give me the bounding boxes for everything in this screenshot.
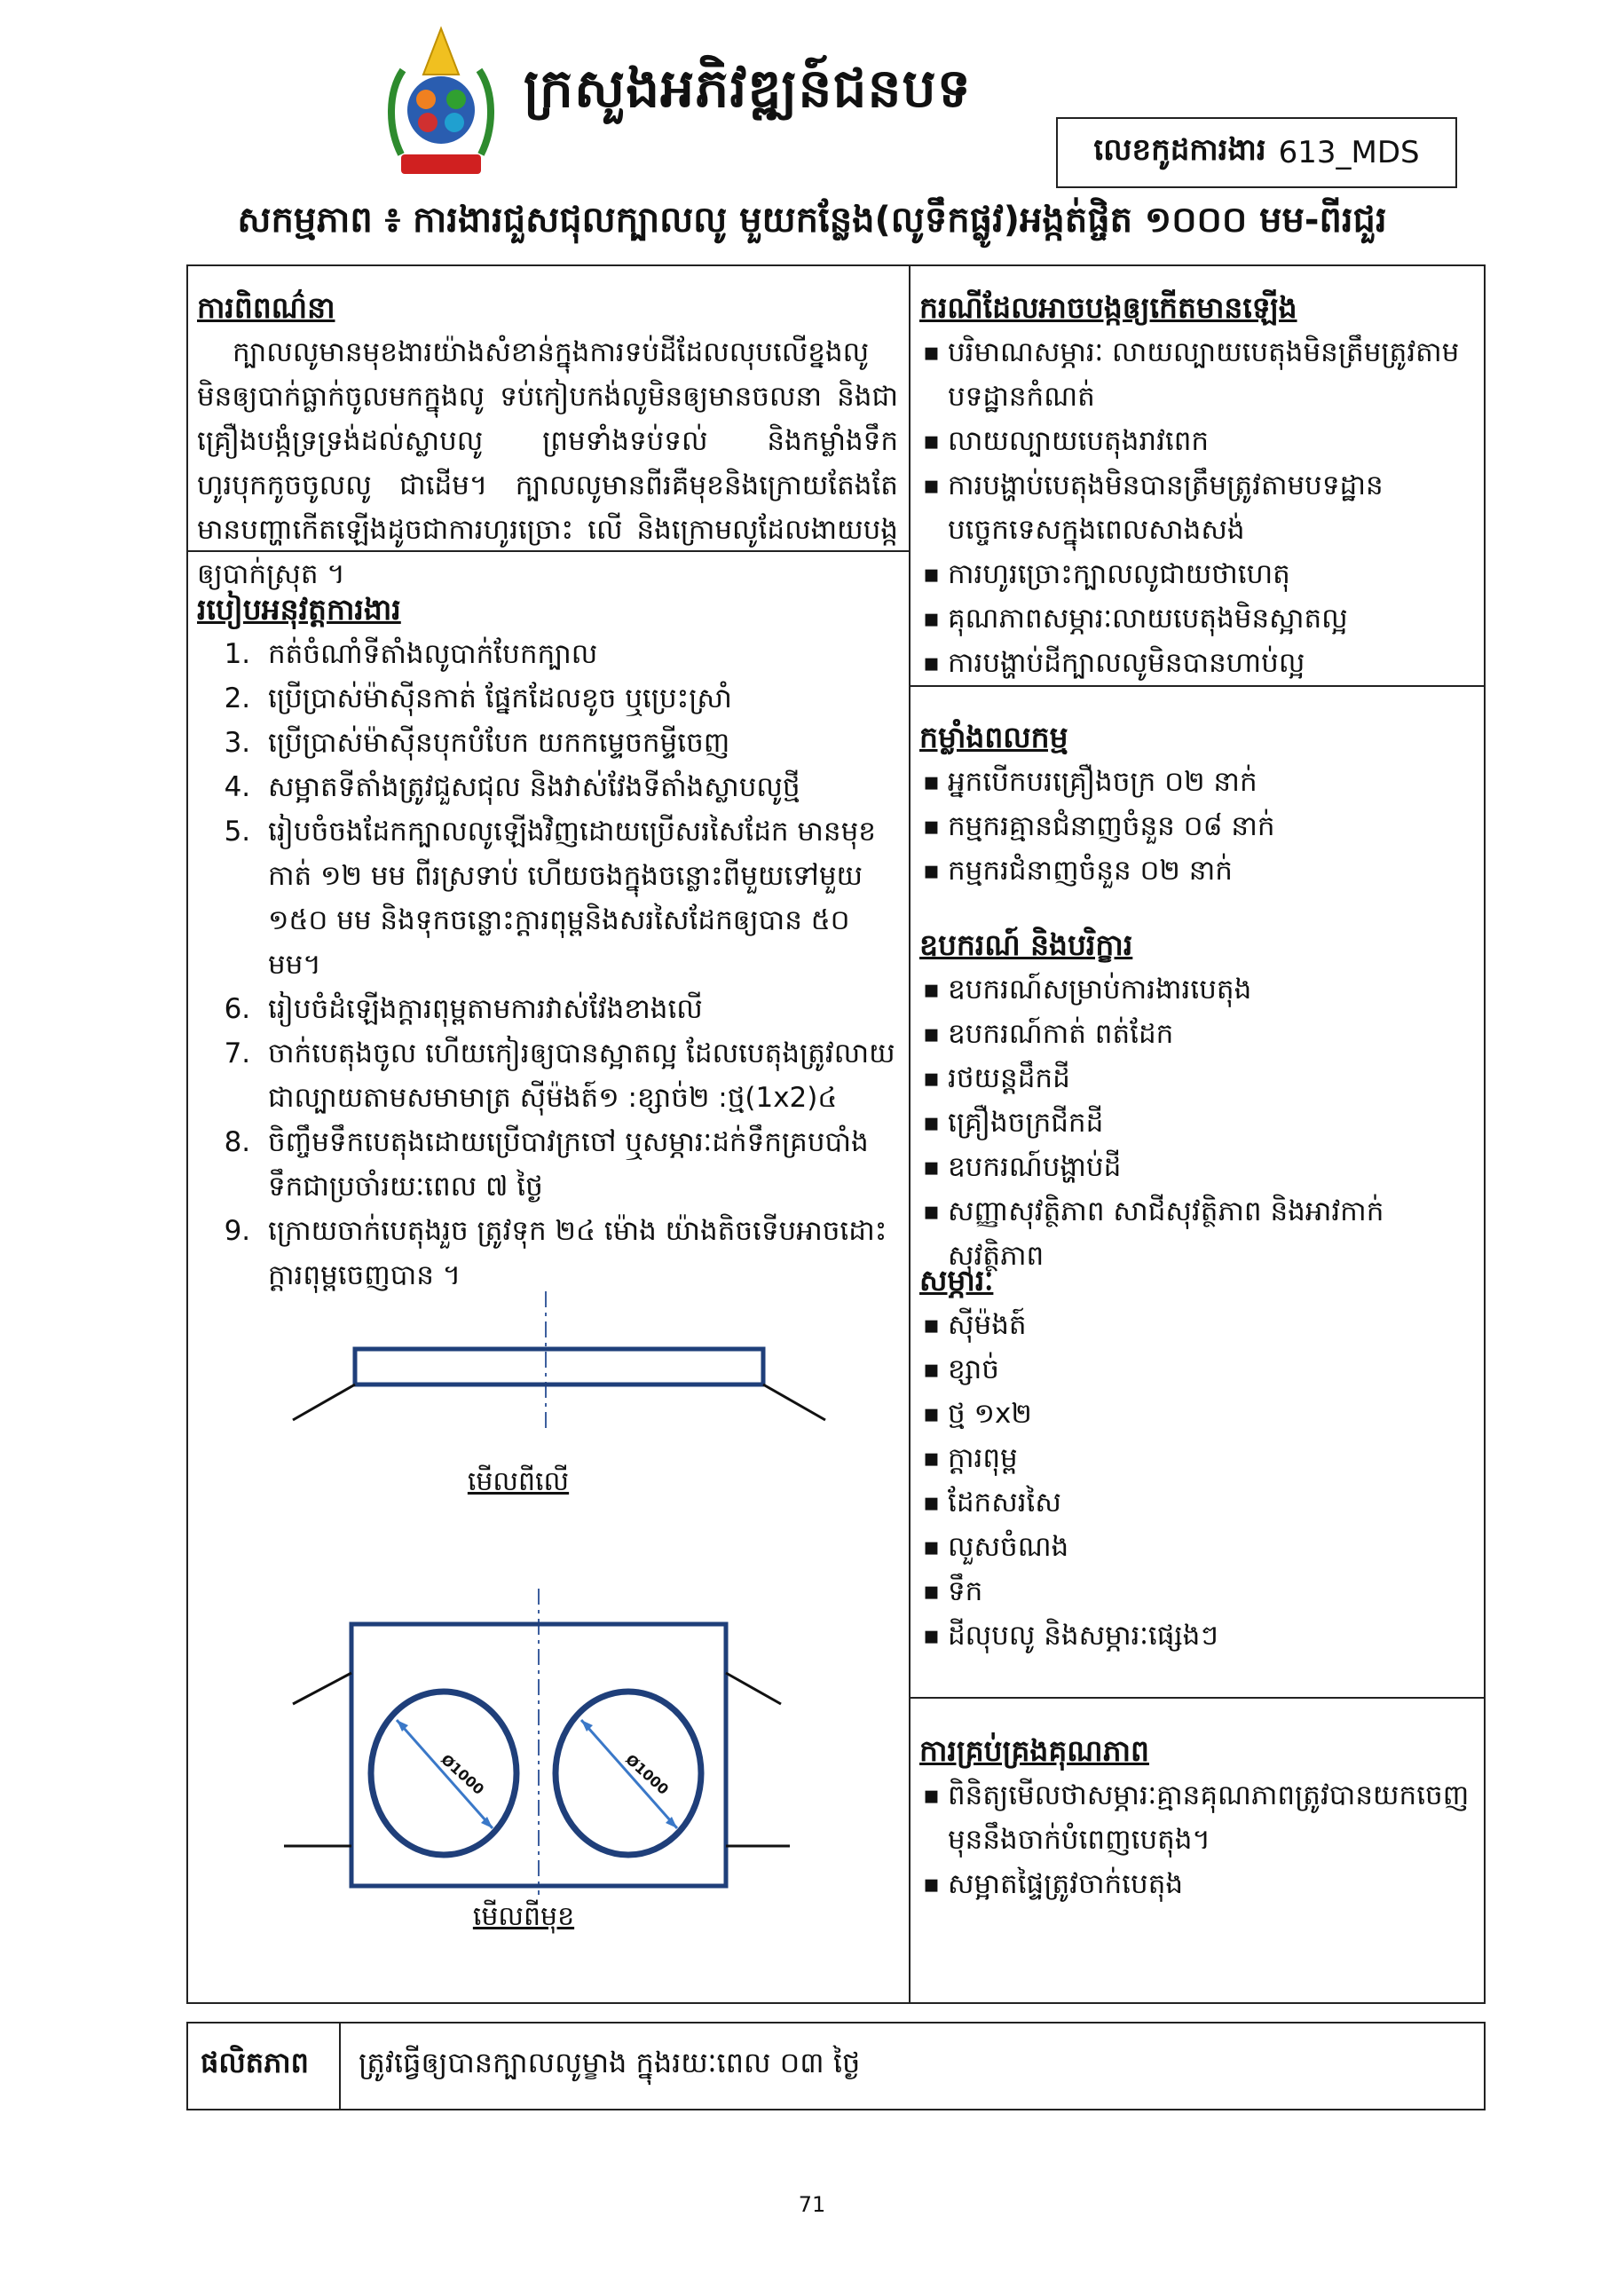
tool-item: ▪ ឧបករណ៍កាត់ ពត់ដែក bbox=[942, 1012, 1477, 1056]
top-wing-right bbox=[763, 1384, 825, 1420]
description-text: ក្បាលលូមានមុខងារយ៉ាងសំខាន់ក្នុងការទប់ដីដែលលុបលើខ្នងលូមិនឲ្យបាក់ធ្លាក់ចូលមកក្នុងលូ ទប់កៀបកង់លូមិនឲ្យមានចលនា និងជាគ្រឿងបង្កំទ្រទ្រង់ដល់ស្លាបលូ ព្រមទាំងទប់ទល់ និងកម្លាំងទឹកហូរបុកកូចចូលលូ ជាដើម។ ក្បាលលូមានពីរគឺមុខនិងក្រោយតែងតែមានបញ្ហាកើតឡើងដូចជាការហូរច្រោះ លើ និងក្រោមលូដែលងាយបង្កឲ្យបាក់ស្រុត ។ bbox=[197, 336, 898, 590]
tool-item: ▪ គ្រឿងចក្រជីកដី bbox=[942, 1100, 1477, 1145]
dim-arrow-right bbox=[581, 1720, 677, 1828]
step-item: 5. រៀបចំចងដែកក្បាលលូឡើងវិញដោយប្រើសរសៃដែក មានមុខកាត់ ១២ មម ពីរស្រទាប់ ហើយចងក្នុងចន្លោះពីមួយទៅមួយ ១៥០ មម និងទុកចន្លោះក្តារពុម្ពនិងសរសៃដែកឲ្យបាន ៥០ មម។ bbox=[259, 809, 898, 987]
tools-heading: ឧបករណ៍ និងបរិក្ខារ bbox=[919, 927, 1133, 962]
front-wing-top-right bbox=[726, 1673, 781, 1704]
tool-item: ▪ រថយន្តដឹកដី bbox=[942, 1056, 1477, 1100]
top-view-caption: មើលពីលើ bbox=[467, 1466, 570, 1497]
top-headwall bbox=[355, 1349, 763, 1384]
productivity-value: ត្រូវធ្វើឲ្យបានក្បាលលូម្ខាង ក្នុងរយៈពេល ០៣ ថ្ងៃ bbox=[359, 2046, 861, 2079]
causes-heading: ករណីដែលអាចបង្កឲ្យកើតមានឡើង bbox=[919, 290, 1297, 325]
column-divider bbox=[909, 264, 911, 2004]
step-item: 1. កត់ចំណាំទីតាំងលូបាក់បែកក្បាល bbox=[259, 632, 898, 676]
steps-heading: របៀបអនុវត្តការងារ bbox=[197, 592, 401, 627]
front-wing-top-left bbox=[293, 1673, 351, 1704]
material-item: ▪ ដែកសរសៃ bbox=[942, 1480, 1477, 1525]
quality-heading: ការគ្រប់គ្រងគុណភាព bbox=[919, 1733, 1149, 1768]
job-code-value: 613_MDS bbox=[1278, 135, 1420, 170]
materials-section bbox=[919, 1258, 1477, 1658]
cause-item: ▪ ការបង្ហាប់បេតុងមិនបានត្រឹមត្រូវតាមបទដ្ឋានបច្ចេកទេសក្នុងពេលសាងសង់ bbox=[942, 463, 1477, 552]
dim-label-right: Ø1000 bbox=[622, 1750, 673, 1798]
step-item: 2. ប្រើប្រាស់ម៉ាស៊ីនកាត់ ផ្នែកដែលខូច ឬប្រេះស្រាំ bbox=[259, 676, 898, 721]
top-view-diagram bbox=[266, 1287, 834, 1482]
tool-item: ▪ ឧបករណ៍បង្ហាប់ដី bbox=[942, 1145, 1477, 1189]
steps-section bbox=[197, 588, 898, 1298]
quality-item: ▪ សម្អាតផ្ទៃត្រូវចាក់បេតុង bbox=[942, 1862, 1477, 1906]
description-section bbox=[197, 286, 898, 596]
front-view-caption: មើលពីមុខ bbox=[472, 1901, 575, 1932]
cause-item: ▪ គុណភាពសម្ភារៈលាយបេតុងមិនស្អាតល្អ bbox=[942, 596, 1477, 641]
page-number: 71 bbox=[798, 2192, 826, 2217]
quality-item: ▪ ពិនិត្យមើលថាសម្ភារៈគ្មានគុណភាពត្រូវបានយកចេញមុននឹងចាក់បំពេញបេតុង។ bbox=[942, 1773, 1477, 1862]
materials-heading: សម្ភារៈ bbox=[919, 1263, 994, 1298]
labour-heading: កម្លាំងពលកម្ម bbox=[919, 720, 1068, 754]
dim-arrow-left bbox=[397, 1720, 493, 1828]
dim-label-left: Ø1000 bbox=[438, 1750, 488, 1798]
step-item: 8. ចិញ្ចឹមទឹកបេតុងដោយប្រើបាវក្រចៅ ឬសម្ភារៈដក់ទឹកគ្របបាំងទឹកជាប្រចាំរយៈពេល ៧ ថ្ងៃ bbox=[259, 1120, 898, 1209]
step-item: 7. ចាក់បេតុងចូល ហើយកៀរឲ្យបានស្អាតល្អ ដែលបេតុងត្រូវលាយជាល្បាយតាមសមាមាត្រ ស៊ីម៉ងត៍១ :ខ្សាច់២ :ថ្ម(1x2)៤ bbox=[259, 1031, 898, 1120]
tools-section bbox=[919, 923, 1477, 1278]
activity-value: ការងារជួសជុលក្បាលលូ មួយកន្លែង(លូទឹកផ្លូវ)អង្កត់ផ្ចិត ១០០០ មម-ពីរជួរ bbox=[413, 200, 1387, 241]
cause-item: ▪ ការបង្ហាប់ដីក្បាលលូមិនបានហាប់ល្អ bbox=[942, 641, 1477, 685]
step-item: 6. រៀបចំដំឡើងក្តារពុម្ពតាមការវាស់វែងខាងលើ bbox=[259, 987, 898, 1031]
material-item: ▪ ថ្ម ១x២ bbox=[942, 1392, 1477, 1436]
material-item: ▪ លួសចំណង bbox=[942, 1525, 1477, 1569]
productivity-label: ផលិតភាព bbox=[201, 2046, 309, 2079]
ministry-title: ក្រសួងអភិវឌ្ឍន៍ជនបទ bbox=[524, 58, 972, 120]
causes-section bbox=[919, 286, 1477, 685]
front-view-diagram bbox=[266, 1589, 834, 1917]
material-item: ▪ ដីលុបលូ និងសម្ភារៈផ្សេងៗ bbox=[942, 1613, 1477, 1658]
cause-item: ▪ បរិមាណសម្ភារៈ លាយល្បាយបេតុងមិនត្រឹមត្រូវតាមបទដ្ឋានកំណត់ bbox=[942, 330, 1477, 419]
description-heading: ការពិពណ៌នា bbox=[197, 290, 335, 325]
material-item: ▪ ខ្សាច់ bbox=[942, 1347, 1477, 1392]
job-code-label: លេខកូដការងារ bbox=[1093, 132, 1266, 168]
productivity-row bbox=[186, 2022, 1486, 2110]
top-wing-left bbox=[293, 1384, 355, 1420]
tool-item: ▪ សញ្ញាសុវត្ថិភាព សាជីសុវត្ថិភាព និងអាវកាក់សុវត្ថិភាព bbox=[942, 1189, 1477, 1278]
cause-item: ▪ ការហូរច្រោះក្បាលលូជាយថាហេតុ bbox=[942, 552, 1477, 596]
step-item: 4. សម្អាតទីតាំងត្រូវជួសជុល និងវាស់វែងទីតាំងស្លាបលូថ្មី bbox=[259, 765, 898, 809]
labour-item: ▪ កម្មករគ្មានជំនាញចំនួន ០៨ នាក់ bbox=[942, 804, 1477, 848]
tool-item: ▪ ឧបករណ៍សម្រាប់ការងារបេតុង bbox=[942, 967, 1477, 1012]
cause-item: ▪ លាយល្បាយបេតុងរាវពេក bbox=[942, 419, 1477, 463]
divider-materials bbox=[909, 1697, 1486, 1699]
activity-label: សកម្មភាព ៖ bbox=[237, 200, 401, 241]
quality-section bbox=[919, 1729, 1477, 1906]
productivity-divider bbox=[339, 2024, 341, 2109]
labour-item: ▪ អ្នកបើកបរគ្រឿងចក្រ ០២ នាក់ bbox=[942, 760, 1477, 804]
step-item: 9. ក្រោយចាក់បេតុងរួច ត្រូវទុក ២៤ ម៉ោង យ៉ាងតិចទើបអាចដោះក្តារពុម្ពចេញបាន ។ bbox=[259, 1209, 898, 1298]
material-item: ▪ ក្តារពុម្ព bbox=[942, 1436, 1477, 1480]
ministry-logo-icon bbox=[383, 21, 499, 181]
job-code-box bbox=[1056, 117, 1457, 188]
labour-item: ▪ កម្មករជំនាញចំនួន ០២ នាក់ bbox=[942, 848, 1477, 893]
labour-section bbox=[919, 715, 1477, 893]
activity-title bbox=[0, 197, 1624, 249]
divider-causes bbox=[909, 685, 1486, 687]
step-item: 3. ប្រើប្រាស់ម៉ាស៊ីនបុកបំបែក យកកម្ទេចកម្ទីចេញ bbox=[259, 721, 898, 765]
material-item: ▪ ស៊ីម៉ងត៍ bbox=[942, 1303, 1477, 1347]
material-item: ▪ ទឹក bbox=[942, 1569, 1477, 1613]
